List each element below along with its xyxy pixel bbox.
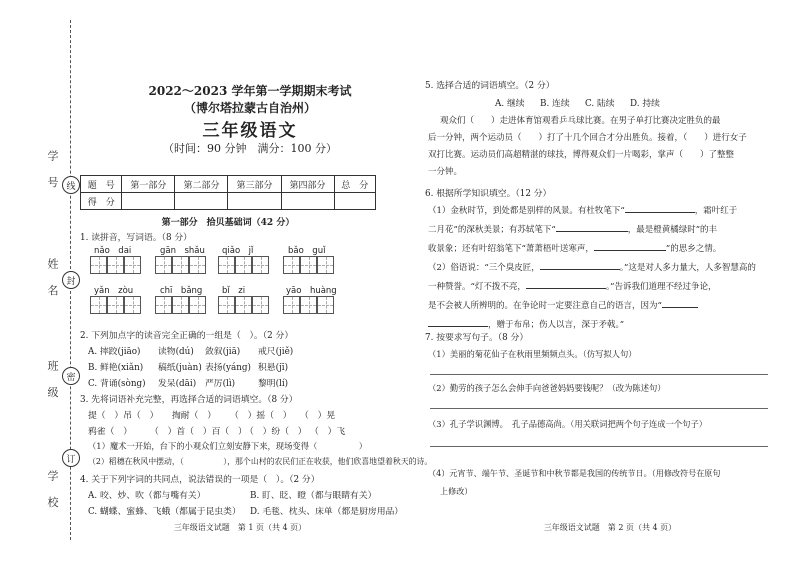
q5-option[interactable]: D. 持续 <box>630 99 660 109</box>
exam-title: 2022～2023 学年第一学期期末考试 <box>148 84 352 98</box>
q4-option-c[interactable]: C. 蝴蝶、蜜蜂、飞蛾（都属于昆虫类） <box>88 507 241 517</box>
q3-item: 掏耐（ ） <box>172 411 216 421</box>
pinyin-label: qiǎo jǐ <box>222 246 254 256</box>
q2-option[interactable]: B. 鲜艳(xiǎn) <box>88 363 144 373</box>
q3-item: （ ）纷（ ） <box>245 427 307 437</box>
pinyin-label: nǎo dai <box>94 246 132 256</box>
char-box[interactable] <box>283 256 334 274</box>
seal-mark: 密 <box>62 367 80 385</box>
score-cell[interactable] <box>175 193 228 210</box>
char-box[interactable] <box>90 296 141 314</box>
q5-option[interactable]: A. 继续 <box>495 99 525 109</box>
q2-word: 发呆(dāi) <box>158 379 197 389</box>
q3-item: （ ）摇（ ） <box>230 411 292 421</box>
section-1-heading: 第一部分 拾贝基础词（42 分） <box>161 218 295 228</box>
student-id-label: 学 号 <box>46 150 59 194</box>
time-score: （时间：90 分钟 满分：100 分） <box>163 142 337 155</box>
char-box[interactable] <box>218 296 269 314</box>
q2-option[interactable]: A. 摔跤(jiāo) <box>88 347 141 357</box>
score-header: 总 分 <box>334 176 375 193</box>
q2-word: 读物(dú) <box>158 347 194 357</box>
q6-line: （1）金秋时节，到处都是别样的风景。有杜牧笔下“ ，霜叶红于 <box>428 206 738 216</box>
class-label: 班 级 <box>46 360 59 404</box>
q5-paragraph: 一分钟。 <box>428 167 463 177</box>
char-box[interactable] <box>155 256 206 274</box>
score-header: 第三部分 <box>228 176 281 193</box>
q3-sentence-1: （1）魔术一开始，台下的小观众们立刻安静下来，现场变得（ ） <box>88 441 368 451</box>
q2-word: 敛叙(jiā) <box>205 347 241 357</box>
q6-line: 二月花”的深秋美景；有苏轼笔下“ ，最是橙黄橘绿时”的丰 <box>428 225 718 235</box>
q5-text: 5. 选择合适的词语填空。（2 分） <box>425 81 555 91</box>
q5-paragraph: 后一分钟，两个运动员（ ）打了十几个回合才分出胜负。接着，（ ）进行女子 <box>428 133 747 143</box>
pinyin-label: yāo huàng <box>286 286 337 296</box>
page-footer: 三年级语文试题 第 2 页（共 4 页） <box>543 523 677 532</box>
answer-line[interactable] <box>430 374 768 375</box>
score-label: 得 分 <box>81 193 122 210</box>
char-box[interactable] <box>218 256 269 274</box>
q6-line: ，赠于布帛；伤人以言，深于矛戟。” <box>428 318 624 330</box>
q4-option-b[interactable]: B. 盯、眨、瞪（都与眼睛有关） <box>250 491 377 501</box>
score-header: 题 号 <box>81 176 122 193</box>
q3-item: （ ）晃 <box>300 411 336 421</box>
score-cell[interactable] <box>228 193 281 210</box>
q6-line: （2）俗语说：“三个臭皮匠， 。”这是对人多力量大，人多智慧高的 <box>428 263 756 273</box>
q4-option-a[interactable]: A. 咬、炒、吹（都与嘴有关） <box>88 491 206 501</box>
q3-item: 提（ ）吊（ ） <box>88 411 159 421</box>
q2-word: 黎明(lí) <box>258 379 289 389</box>
q7-sentence-2: （2）勤劳的孩子怎么会伸手向爸爸妈妈要钱呢？（改为陈述句） <box>428 383 666 393</box>
char-box[interactable] <box>155 296 206 314</box>
q2-text: 2. 下列加点字的读音完全正确的一组是（ ）。（2 分） <box>80 331 294 341</box>
q3-sentence-2: （2）稻穗在秋风中摆动，（ ），那个山村的农民们正在收获，他们欣喜地望着秋天的诗。 <box>88 457 433 466</box>
pinyin-label: yǎn zòu <box>94 286 134 296</box>
q2-word: 积悬(jī) <box>258 363 288 373</box>
q2-option[interactable]: C. 背诵(sòng) <box>88 379 146 389</box>
q3-item: （ ）首（ ）百（ ） <box>150 427 247 437</box>
score-cell[interactable] <box>334 193 375 210</box>
school-label: 学 校 <box>46 470 59 514</box>
seal-mark: 封 <box>62 271 80 289</box>
q7-sentence-1: （1）美丽的菊花仙子在秋雨里频频点头。（仿写拟人句） <box>428 349 637 359</box>
answer-line[interactable] <box>430 446 768 447</box>
exam-region: （博尔塔拉蒙古自治州） <box>183 101 316 115</box>
score-table <box>80 175 376 210</box>
q2-word: 戒尺(jiě) <box>258 347 294 357</box>
pinyin-label: gān shǎu <box>160 246 205 256</box>
answer-line[interactable] <box>430 408 768 409</box>
q6-line: 一种赞誉。“灯不拨不亮， 。”告诉我们道理不经过争论， <box>428 282 717 292</box>
q7-sentence-3: （3）孔子学识渊博。 孔子品德高尚。（用关联词把两个句子连成一个句子） <box>428 419 708 429</box>
score-header: 第一部分 <box>122 176 175 193</box>
q3-item: （ ）飞 <box>310 427 346 437</box>
q5-paragraph: 观众们（ ）走进体育馆观看乒乓球比赛。在男子单打比赛决定胜负的最 <box>440 116 721 126</box>
char-box[interactable] <box>283 296 334 314</box>
q5-option[interactable]: C. 陆续 <box>585 99 615 109</box>
q5-option[interactable]: B. 连续 <box>540 99 570 109</box>
q4-text: 4. 关于下列字词的共同点，说法错误的一项是（ ）。（2 分） <box>80 475 320 485</box>
q6-text: 6. 根据所学知识填空。（12 分） <box>425 189 552 199</box>
q3-text: 3. 先将词语补充完整，再选择合适的词语填空。（8 分） <box>80 395 298 405</box>
seal-mark: 订 <box>62 449 80 467</box>
score-cell[interactable] <box>122 193 175 210</box>
q2-word: 严厉(lì) <box>205 379 236 389</box>
q5-paragraph: 双打比赛。运动员们高超精湛的球技，博得观众们一片喝彩，掌声（ ）了整整 <box>428 150 735 160</box>
q2-word: 稿纸(juàn) <box>158 363 202 373</box>
q3-item: 鸦雀（ ） <box>88 427 132 437</box>
seal-mark: 线 <box>62 176 80 194</box>
q1-text: 1. 读拼音，写词语。（8 分） <box>80 233 192 243</box>
q2-word: 表扬(yáng) <box>205 363 251 373</box>
pinyin-label: bǎo guǐ <box>288 246 326 256</box>
page-footer: 三年级语文试题 第 1 页（共 4 页） <box>173 523 307 532</box>
char-box[interactable] <box>90 256 141 274</box>
subject-title: 三年级语文 <box>202 121 298 141</box>
score-header: 第四部分 <box>281 176 334 193</box>
q7-text: 7. 按要求写句子。（8 分） <box>425 333 529 343</box>
q6-line: 收景象；还有叶绍翁笔下“萧萧梧叶送寒声， ”的思乡之情。 <box>428 244 722 254</box>
pinyin-label: chī bǎng <box>160 286 203 296</box>
q7-sentence-4: （4）元宵节、端午节、圣诞节和中秋节都是我国的传统节日。（用修改符号在原句 <box>428 468 721 478</box>
pinyin-label: bǐ zi <box>222 286 246 296</box>
score-header: 第二部分 <box>175 176 228 193</box>
q4-option-d[interactable]: D. 毛毯、枕头、床单（都是厨房用品） <box>250 507 404 517</box>
score-cell[interactable] <box>281 193 334 210</box>
q6-line: 是不会被人所辨明的。在争论时一定要注意自己的语言，因为“ <box>428 299 698 311</box>
student-name-label: 姓 名 <box>46 258 59 302</box>
q7-sentence-4-cont: 上修改） <box>440 486 473 496</box>
